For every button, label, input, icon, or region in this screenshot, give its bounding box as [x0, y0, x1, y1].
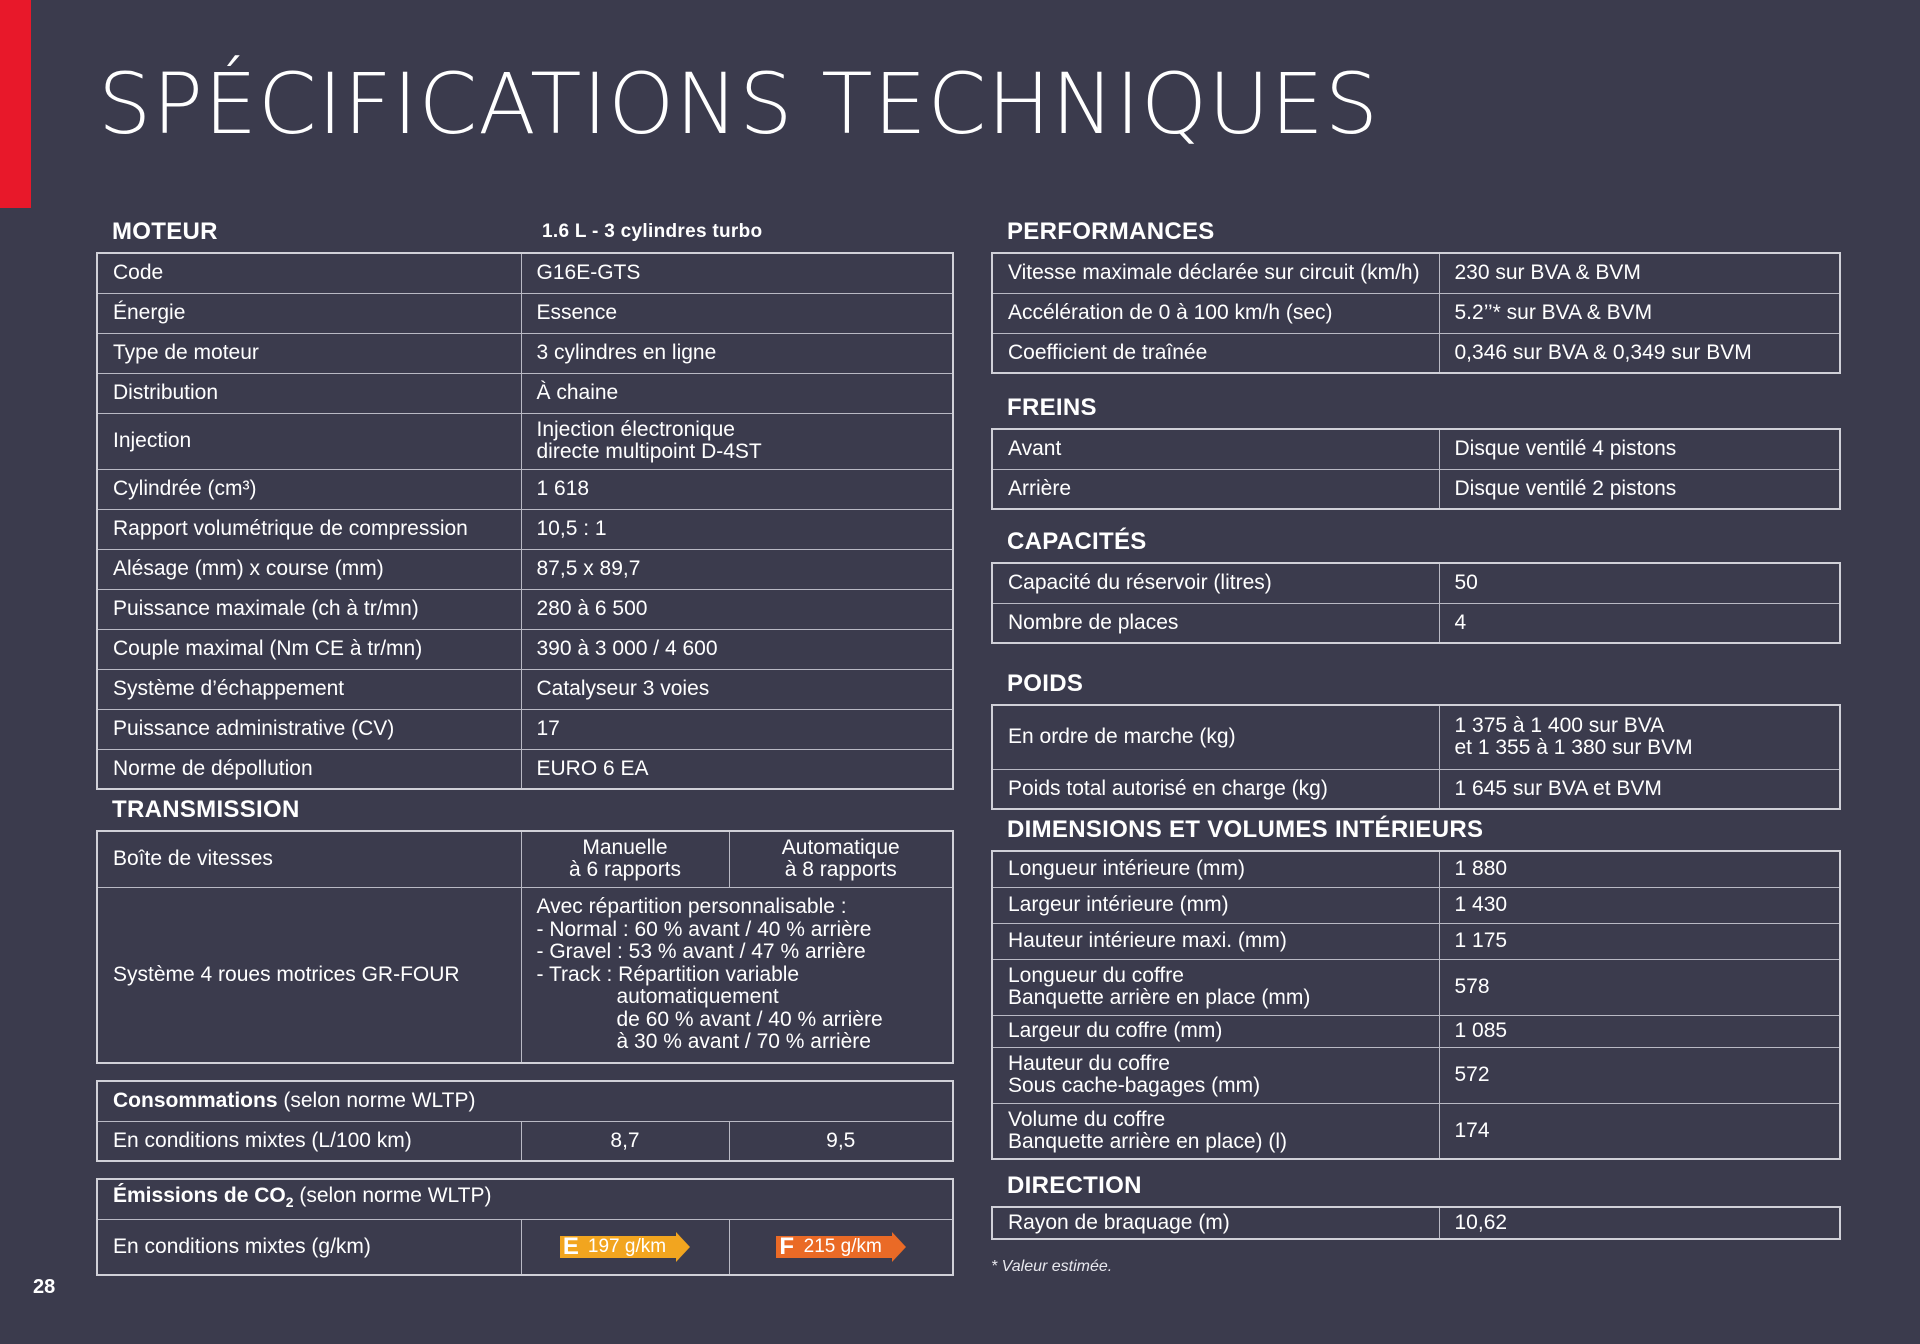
spec-label: Nombre de places	[992, 603, 1439, 643]
spec-value: 230 sur BVA & BVM	[1439, 253, 1840, 293]
spec-label: En conditions mixtes (g/km)	[97, 1219, 521, 1275]
transmission-heading	[96, 790, 954, 830]
spec-label: Puissance maximale (ch à tr/mn)	[97, 589, 521, 629]
consommations-heading	[97, 1081, 953, 1121]
awd-description	[521, 887, 953, 1063]
spec-label-line: Banquette arrière en place) (l)	[1008, 1129, 1287, 1153]
spec-value: 578	[1439, 959, 1840, 1015]
dimensions-heading	[991, 810, 1841, 850]
emissions-heading-rest: (selon norme WLTP)	[293, 1184, 492, 1208]
spec-label-line: Longueur du coffre	[1008, 964, 1184, 987]
spec-label: Boîte de vitesses	[97, 831, 521, 887]
spec-value: 5.2’’* sur BVA & BVM	[1439, 293, 1840, 333]
performances-table	[991, 252, 1841, 374]
table-row	[97, 589, 953, 629]
emissions-heading-text: Émissions de CO	[113, 1184, 286, 1208]
spec-label: Largeur intérieure (mm)	[992, 887, 1439, 923]
dimensions-title: DIMENSIONS ET VOLUMES INTÉRIEURS	[1007, 816, 1484, 843]
emissions-heading-bold	[113, 1184, 294, 1211]
spec-label: Rapport volumétrique de compression	[97, 509, 521, 549]
table-row	[992, 887, 1840, 923]
table-row	[992, 253, 1840, 293]
spec-label: Coefficient de traînée	[992, 333, 1439, 373]
awd-line: Avec répartition personnalisable :	[536, 895, 847, 918]
table-row	[97, 509, 953, 549]
awd-line: - Gravel : 53 % avant / 47 % arrière	[536, 940, 866, 963]
spec-value: 10,5 : 1	[521, 509, 953, 549]
freins-title: FREINS	[1007, 394, 1097, 421]
table-row	[992, 333, 1840, 373]
co2-manual-cell	[521, 1219, 729, 1275]
table-row	[97, 1219, 953, 1275]
spec-label: Hauteur intérieure maxi. (mm)	[992, 923, 1439, 959]
spec-value: 87,5 x 89,7	[521, 549, 953, 589]
moteur-heading	[96, 212, 954, 252]
spec-label: Poids total autorisé en charge (kg)	[992, 769, 1439, 809]
spec-label: Rayon de braquage (m)	[992, 1207, 1439, 1239]
spec-label: Norme de dépollution	[97, 749, 521, 789]
co2-auto-cell	[729, 1219, 953, 1275]
table-row	[992, 563, 1840, 603]
spec-value: 390 à 3 000 / 4 600	[521, 629, 953, 669]
emissions-heading-sub: 2	[285, 1194, 294, 1211]
dimensions-table	[991, 850, 1841, 1160]
awd-line: - Track : Répartition variable	[536, 962, 800, 986]
spec-value-line: et 1 355 à 1 380 sur BVM	[1454, 736, 1693, 760]
awd-line: automatiquement	[616, 985, 779, 1008]
co2-class-badge-manual	[560, 1232, 690, 1262]
table-row	[992, 429, 1840, 469]
page-number: 28	[33, 1276, 56, 1298]
spec-label: En conditions mixtes (L/100 km)	[97, 1121, 521, 1161]
table-row	[992, 705, 1840, 769]
freins-table	[991, 428, 1841, 510]
moteur-subtitle: 1.6 L - 3 cylindres turbo	[542, 221, 763, 242]
table-row	[97, 469, 953, 509]
spec-label: Vitesse maximale déclarée sur circuit (km/h)	[992, 253, 1439, 293]
arrow-icon	[892, 1232, 906, 1262]
awd-line: - Normal : 60 % avant / 40 % arrière	[536, 917, 872, 941]
table-row	[992, 1047, 1840, 1103]
spec-label-line: Sous cache-bagages (mm)	[1008, 1074, 1261, 1097]
transmission-title: TRANSMISSION	[112, 796, 300, 823]
performances-heading	[991, 212, 1841, 252]
table-row	[97, 1081, 953, 1121]
table-row	[992, 293, 1840, 333]
left-column	[96, 212, 954, 1276]
spec-label: Système d’échappement	[97, 669, 521, 709]
table-row	[97, 669, 953, 709]
spec-value	[1439, 705, 1840, 769]
poids-title: POIDS	[1007, 670, 1084, 697]
spec-value: 572	[1439, 1047, 1840, 1103]
gearbox-manual-line: à 6 rapports	[568, 858, 682, 882]
consommations-heading-bold: Consommations	[113, 1089, 278, 1113]
co2-class-letter: E	[560, 1236, 582, 1258]
spec-label: Accélération de 0 à 100 km/h (sec)	[992, 293, 1439, 333]
spec-value: 4	[1439, 603, 1840, 643]
spec-label: Code	[97, 253, 521, 293]
direction-heading	[991, 1166, 1841, 1206]
spec-value: EURO 6 EA	[521, 749, 953, 789]
co2-class-letter: F	[776, 1236, 798, 1258]
table-row	[992, 1015, 1840, 1047]
spec-label: Arrière	[992, 469, 1439, 509]
spec-value	[521, 413, 953, 469]
spec-label: Avant	[992, 429, 1439, 469]
table-row	[992, 1103, 1840, 1159]
table-row	[992, 603, 1840, 643]
table-row	[97, 1121, 953, 1161]
spec-value: À chaine	[521, 373, 953, 413]
spec-value: 10,62	[1439, 1207, 1840, 1239]
spec-label: Système 4 roues motrices GR-FOUR	[97, 887, 521, 1063]
spec-value: 1 618	[521, 469, 953, 509]
table-row	[97, 749, 953, 789]
spec-label-line: Banquette arrière en place (mm)	[1008, 986, 1311, 1009]
spec-value: 174	[1439, 1103, 1840, 1159]
spec-value: Essence	[521, 293, 953, 333]
table-row	[97, 887, 953, 1063]
awd-line: de 60 % avant / 40 % arrière	[616, 1007, 883, 1031]
spec-label	[992, 1103, 1439, 1159]
spec-value: 1 880	[1439, 851, 1840, 887]
table-row	[97, 413, 953, 469]
spec-label: Capacité du réservoir (litres)	[992, 563, 1439, 603]
direction-table	[991, 1206, 1841, 1240]
table-row	[97, 709, 953, 749]
footnote: * Valeur estimée.	[991, 1258, 1113, 1275]
spec-label: Alésage (mm) x course (mm)	[97, 549, 521, 589]
spec-value-line: Injection électronique	[536, 418, 735, 441]
consommation-manual: 8,7	[521, 1121, 729, 1161]
awd-line: à 30 % avant / 70 % arrière	[616, 1030, 871, 1053]
spec-label-line: Volume du coffre	[1008, 1107, 1166, 1131]
spec-value: 1 085	[1439, 1015, 1840, 1047]
spec-label	[992, 959, 1439, 1015]
table-row	[992, 923, 1840, 959]
consommations-heading-rest: (selon norme WLTP)	[277, 1089, 476, 1113]
table-row	[992, 1207, 1840, 1239]
spec-label: Longueur intérieure (mm)	[992, 851, 1439, 887]
table-row	[992, 851, 1840, 887]
spec-value: 0,346 sur BVA & 0,349 sur BVM	[1439, 333, 1840, 373]
co2-value: 215 g/km	[798, 1236, 892, 1258]
spec-value: 3 cylindres en ligne	[521, 333, 953, 373]
spec-label: Largeur du coffre (mm)	[992, 1015, 1439, 1047]
direction-title: DIRECTION	[1007, 1172, 1142, 1199]
table-row	[97, 629, 953, 669]
spec-label: Couple maximal (Nm CE à tr/mn)	[97, 629, 521, 669]
table-row	[97, 1179, 953, 1219]
spec-value: Disque ventilé 2 pistons	[1439, 469, 1840, 509]
spec-value: 1 645 sur BVA et BVM	[1439, 769, 1840, 809]
right-column	[991, 212, 1841, 1276]
spec-value: Disque ventilé 4 pistons	[1439, 429, 1840, 469]
spec-label-line: Hauteur du coffre	[1008, 1052, 1170, 1075]
spec-label	[992, 1047, 1439, 1103]
capacites-table	[991, 562, 1841, 644]
table-row	[97, 253, 953, 293]
spec-value-line: directe multipoint D-4ST	[536, 440, 762, 463]
spec-value: Catalyseur 3 voies	[521, 669, 953, 709]
table-row	[97, 333, 953, 373]
spec-value: 1 430	[1439, 887, 1840, 923]
table-row	[992, 769, 1840, 809]
spec-label: Injection	[97, 413, 521, 469]
emissions-heading	[97, 1179, 953, 1219]
spec-value: 280 à 6 500	[521, 589, 953, 629]
gearbox-manual-line: Manuelle	[582, 836, 668, 860]
capacites-heading	[991, 522, 1841, 562]
table-row	[97, 373, 953, 413]
table-row	[97, 831, 953, 887]
page-title: SPÉCIFICATIONS TECHNIQUES	[98, 55, 1380, 153]
table-row	[97, 293, 953, 333]
spec-value: 1 175	[1439, 923, 1840, 959]
moteur-table	[96, 252, 954, 790]
spec-value: 17	[521, 709, 953, 749]
moteur-title: MOTEUR	[112, 218, 218, 245]
emissions-table	[96, 1178, 954, 1276]
gearbox-manual	[521, 831, 729, 887]
accent-bar	[0, 0, 31, 208]
spec-value-line: 1 375 à 1 400 sur BVA	[1454, 714, 1665, 738]
gearbox-auto-line: à 8 rapports	[784, 858, 897, 882]
table-row	[992, 959, 1840, 1015]
gearbox-auto-line: Automatique	[781, 836, 900, 860]
freins-heading	[991, 388, 1841, 428]
performances-title: PERFORMANCES	[1007, 218, 1215, 245]
consommation-auto: 9,5	[729, 1121, 953, 1161]
spec-label: Distribution	[97, 373, 521, 413]
poids-table	[991, 704, 1841, 810]
spec-label: En ordre de marche (kg)	[992, 705, 1439, 769]
spec-label: Puissance administrative (CV)	[97, 709, 521, 749]
table-row	[97, 549, 953, 589]
spec-label: Énergie	[97, 293, 521, 333]
co2-value: 197 g/km	[582, 1236, 676, 1258]
gearbox-auto	[729, 831, 953, 887]
spec-value: G16E-GTS	[521, 253, 953, 293]
consommations-table	[96, 1080, 954, 1162]
co2-class-badge-auto	[776, 1232, 906, 1262]
spec-label: Type de moteur	[97, 333, 521, 373]
capacites-title: CAPACITÉS	[1007, 528, 1147, 555]
spec-value: 50	[1439, 563, 1840, 603]
table-row	[992, 469, 1840, 509]
poids-heading	[991, 664, 1841, 704]
arrow-icon	[676, 1232, 690, 1262]
spec-label: Cylindrée (cm³)	[97, 469, 521, 509]
transmission-table	[96, 830, 954, 1064]
